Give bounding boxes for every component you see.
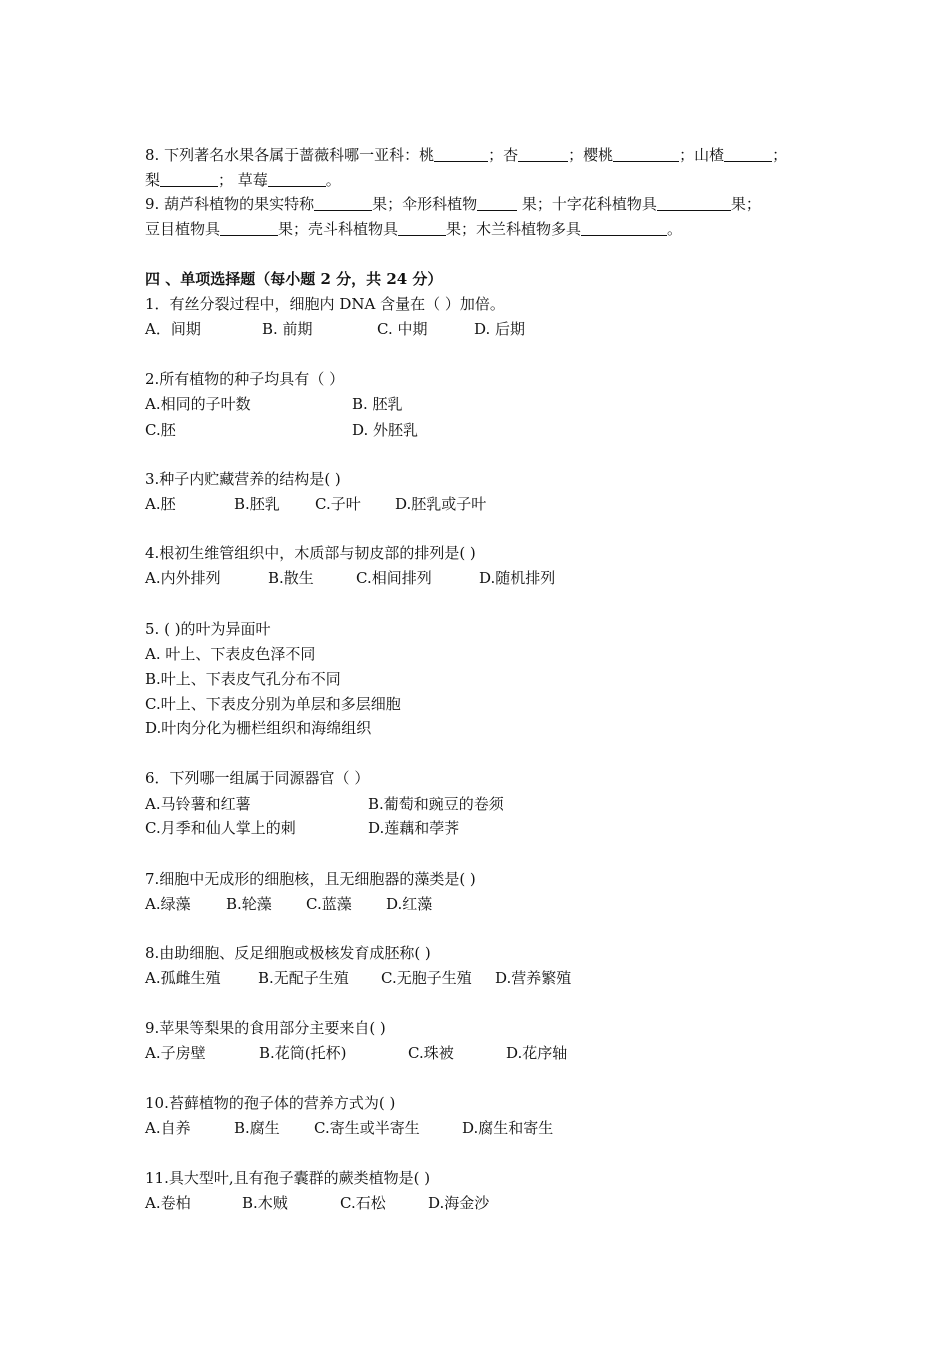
fill-q9-blank-fagaceae[interactable] bbox=[398, 220, 446, 236]
fill-q9-line1 bbox=[145, 194, 761, 214]
question-1-option-c[interactable]: C. 中期 bbox=[377, 320, 428, 338]
question-4-option-c[interactable]: C.相间排列 bbox=[356, 569, 432, 587]
fill-q9-text-5: 豆目植物具 bbox=[145, 220, 221, 238]
question-11-option-a[interactable]: A.卷柏 bbox=[145, 1194, 191, 1212]
question-7-option-b[interactable]: B.轮藻 bbox=[226, 895, 272, 913]
question-1-option-a[interactable]: A．间期 bbox=[145, 320, 201, 338]
fill-q8-text-8: 。 bbox=[325, 171, 341, 189]
fill-q8-text-4: ；山楂 bbox=[679, 146, 725, 164]
fill-q8-text-5: ； bbox=[772, 146, 788, 164]
fill-q9-text-7: 果；木兰科植物多具 bbox=[446, 220, 582, 238]
fill-q9-text-8: 。 bbox=[667, 220, 683, 238]
question-5-option-c[interactable]: C.叶上、下表皮分别为单层和多层细胞 bbox=[145, 695, 401, 713]
question-3-option-b[interactable]: B.胚乳 bbox=[234, 495, 280, 513]
fill-q8-text-3: ；樱桃 bbox=[568, 146, 614, 164]
fill-q9-blank-apiaceae[interactable] bbox=[477, 195, 517, 211]
question-11-option-d[interactable]: D.海金沙 bbox=[428, 1194, 490, 1212]
question-4-stem: 4.根初生维管组织中，木质部与韧皮部的排列是( ) bbox=[145, 544, 476, 562]
fill-q8-text-7: ； 草莓 bbox=[218, 171, 268, 189]
question-10-option-b[interactable]: B.腐生 bbox=[234, 1119, 280, 1137]
question-9-option-a[interactable]: A.子房壁 bbox=[145, 1044, 206, 1062]
question-7-option-a[interactable]: A.绿藻 bbox=[145, 895, 191, 913]
question-11-option-c[interactable]: C.石松 bbox=[340, 1194, 386, 1212]
question-6-option-a[interactable]: A.马铃薯和红薯 bbox=[145, 795, 251, 813]
question-3-stem: 3.种子内贮藏营养的结构是( ) bbox=[145, 470, 341, 488]
question-5-option-a[interactable]: A. 叶上、下表皮色泽不同 bbox=[145, 645, 316, 663]
fill-q8-blank-hawthorn[interactable] bbox=[724, 146, 772, 162]
question-5-option-d[interactable]: D.叶肉分化为栅栏组织和海绵组织 bbox=[145, 719, 372, 737]
fill-q9-blank-cucurbit[interactable] bbox=[314, 195, 372, 211]
fill-q8-text-2: ；杏 bbox=[488, 146, 519, 164]
fill-q8-text-1: 8. 下列著名水果各属于蔷薇科哪一亚科：桃 bbox=[145, 146, 435, 164]
fill-q8-blank-pear[interactable] bbox=[160, 171, 218, 187]
fill-q9-blank-magnoliaceae[interactable] bbox=[581, 220, 667, 236]
question-8-option-d[interactable]: D.营养繁殖 bbox=[495, 969, 572, 987]
fill-q8-line2 bbox=[145, 170, 341, 190]
question-8-option-c[interactable]: C.无胞子生殖 bbox=[381, 969, 472, 987]
question-1-option-d[interactable]: D. 后期 bbox=[474, 320, 526, 338]
fill-q8-blank-apricot[interactable] bbox=[518, 146, 568, 162]
question-6-option-b[interactable]: B.葡萄和豌豆的卷须 bbox=[368, 795, 504, 813]
question-1-stem: 1．有丝分裂过程中，细胞内 DNA 含量在（ ）加倍。 bbox=[145, 295, 505, 313]
question-2-option-d[interactable]: D. 外胚乳 bbox=[352, 421, 419, 439]
question-7-stem: 7.细胞中无成形的细胞核，且无细胞器的藻类是( ) bbox=[145, 870, 476, 888]
fill-q8-line1 bbox=[145, 145, 787, 165]
question-7-option-c[interactable]: C.蓝藻 bbox=[306, 895, 352, 913]
fill-q9-text-3: 果；十字花科植物具 bbox=[517, 195, 657, 213]
question-7-option-d[interactable]: D.红藻 bbox=[386, 895, 433, 913]
question-5-stem: 5. ( )的叶为异面叶 bbox=[145, 620, 271, 638]
question-11-stem: 11.具大型叶,且有孢子囊群的蕨类植物是( ) bbox=[145, 1169, 431, 1187]
question-8-option-b[interactable]: B.无配子生殖 bbox=[258, 969, 349, 987]
fill-q9-line2 bbox=[145, 219, 682, 239]
fill-q9-text-4: 果； bbox=[730, 195, 761, 213]
question-8-stem: 8.由助细胞、反足细胞或极核发育成胚称( ) bbox=[145, 944, 431, 962]
question-10-stem: 10.苔藓植物的孢子体的营养方式为( ) bbox=[145, 1094, 396, 1112]
question-9-stem: 9.苹果等梨果的食用部分主要来自( ) bbox=[145, 1019, 386, 1037]
fill-q8-blank-strawberry[interactable] bbox=[268, 171, 326, 187]
question-2-option-a[interactable]: A.相同的子叶数 bbox=[145, 395, 251, 413]
question-5-option-b[interactable]: B.叶上、下表皮气孔分布不同 bbox=[145, 670, 341, 688]
fill-q9-text-1: 9. 葫芦科植物的果实特称 bbox=[145, 195, 315, 213]
question-9-option-b[interactable]: B.花筒(托杯) bbox=[259, 1044, 347, 1062]
question-3-option-c[interactable]: C.子叶 bbox=[315, 495, 361, 513]
question-11-option-b[interactable]: B.木贼 bbox=[242, 1194, 288, 1212]
question-3-option-d[interactable]: D.胚乳或子叶 bbox=[395, 495, 487, 513]
fill-q9-text-2: 果；伞形科植物 bbox=[372, 195, 478, 213]
question-6-stem: 6．下列哪一组属于同源器官（ ） bbox=[145, 769, 370, 787]
question-2-stem: 2.所有植物的种子均具有（ ） bbox=[145, 370, 345, 388]
question-8-option-a[interactable]: A.孤雌生殖 bbox=[145, 969, 221, 987]
question-9-option-d[interactable]: D.花序轴 bbox=[506, 1044, 568, 1062]
question-2-option-b[interactable]: B. 胚乳 bbox=[352, 395, 403, 413]
fill-q9-blank-fabales[interactable] bbox=[220, 220, 278, 236]
question-2-option-c[interactable]: C.胚 bbox=[145, 421, 176, 439]
question-1-option-b[interactable]: B. 前期 bbox=[262, 320, 313, 338]
question-4-option-b[interactable]: B.散生 bbox=[268, 569, 314, 587]
question-6-option-d[interactable]: D.莲藕和荸荠 bbox=[368, 819, 460, 837]
fill-q8-blank-peach[interactable] bbox=[434, 146, 488, 162]
question-10-option-c[interactable]: C.寄生或半寄生 bbox=[314, 1119, 420, 1137]
question-6-option-c[interactable]: C.月季和仙人掌上的刺 bbox=[145, 819, 296, 837]
question-3-option-a[interactable]: A.胚 bbox=[145, 495, 176, 513]
fill-q8-blank-cherry[interactable] bbox=[613, 146, 679, 162]
question-9-option-c[interactable]: C.珠被 bbox=[408, 1044, 454, 1062]
question-4-option-a[interactable]: A.内外排列 bbox=[145, 569, 221, 587]
fill-q8-text-6: 梨 bbox=[145, 171, 161, 189]
fill-q9-text-6: 果；壳斗科植物具 bbox=[278, 220, 399, 238]
question-10-option-d[interactable]: D.腐生和寄生 bbox=[462, 1119, 554, 1137]
question-10-option-a[interactable]: A.自养 bbox=[145, 1119, 191, 1137]
question-4-option-d[interactable]: D.随机排列 bbox=[479, 569, 556, 587]
fill-q9-blank-brassicaceae[interactable] bbox=[657, 195, 731, 211]
section-heading: 四 、单项选择题（每小题 2 分，共 24 分） bbox=[145, 270, 443, 288]
